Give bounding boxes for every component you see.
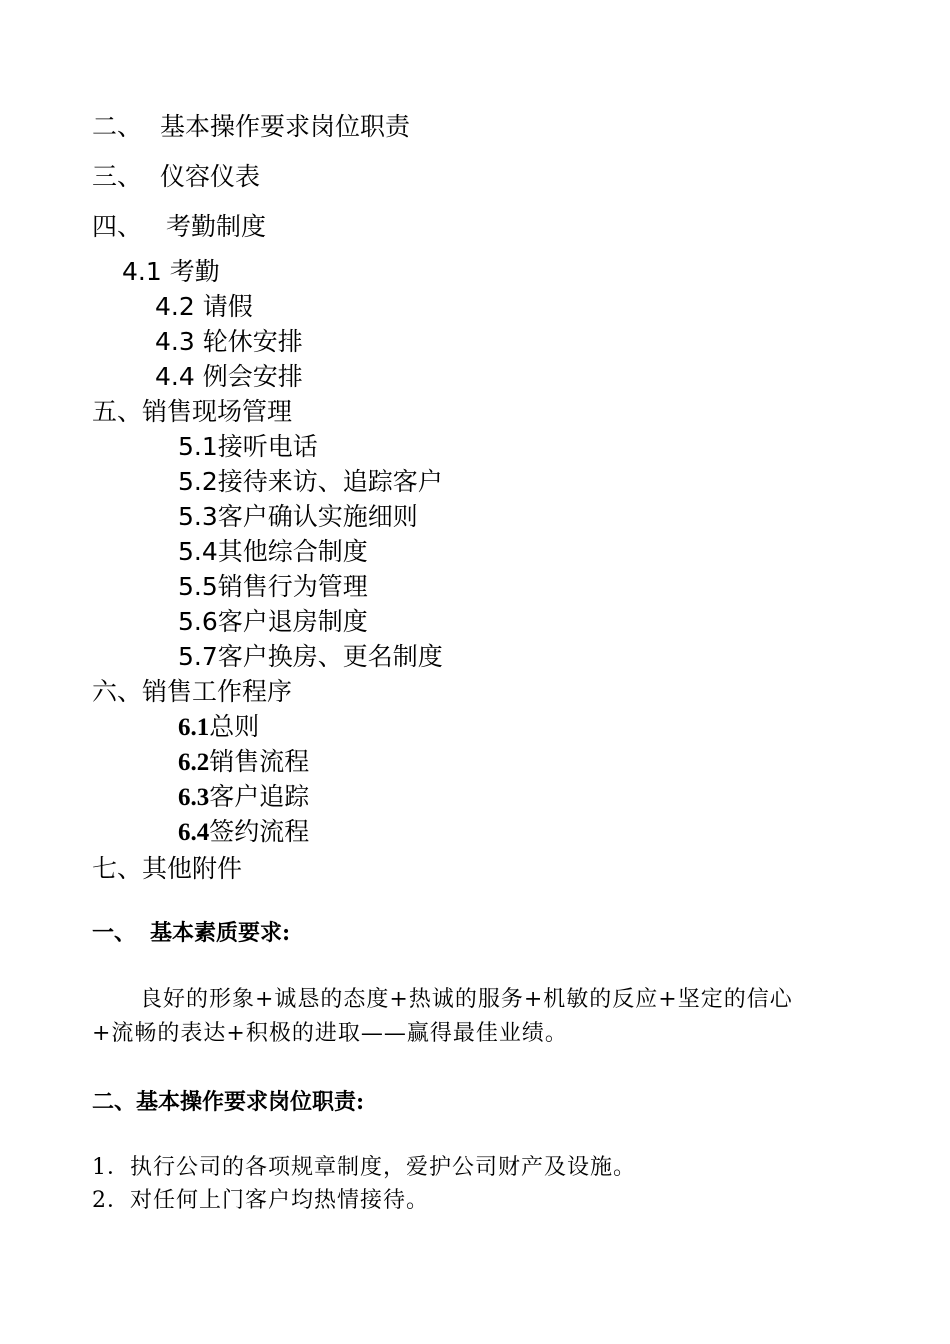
toc-sub-6-4-number: 6.4 [178,819,210,846]
toc-sub-6-2 [178,749,309,775]
toc-sub-6-3-title: 客户追踪 [209,782,310,811]
section-1-heading-title: 基本素质要求: [150,920,291,946]
toc-item-6: 六、销售工作程序 [92,677,293,706]
toc-item-3-number: 三、 [92,162,143,191]
toc-sub-4-1: 4.1 考勤 [122,257,220,286]
section-1-heading-number: 一、 [92,920,137,946]
toc-sub-6-2-number: 6.2 [178,749,210,776]
toc-sub-5-2: 5.2接待来访、追踪客户 [178,467,443,496]
toc-item-2 [92,114,410,139]
toc-item-7: 七、其他附件 [92,854,243,883]
section-2-item-2: 2．对任何上门客户均热情接待。 [92,1188,429,1213]
toc-item-4-title: 考勤制度 [166,212,267,241]
toc-sub-5-6: 5.6客户退房制度 [178,607,368,636]
toc-sub-5-7: 5.7客户换房、更名制度 [178,642,443,671]
toc-item-2-number: 二、 [92,112,143,141]
toc-item-4 [92,214,266,239]
toc-sub-5-4: 5.4其他综合制度 [178,537,368,566]
toc-sub-6-4-title: 签约流程 [209,817,310,846]
toc-sub-5-1: 5.1接听电话 [178,432,318,461]
toc-sub-5-5: 5.5销售行为管理 [178,572,368,601]
toc-item-2-title: 基本操作要求岗位职责 [160,112,411,141]
toc-item-3 [92,164,260,189]
toc-sub-6-2-title: 销售流程 [209,747,310,776]
toc-item-4-number: 四、 [92,212,143,241]
toc-sub-6-4 [178,819,309,845]
toc-sub-6-1-number: 6.1 [178,714,210,741]
toc-sub-4-4: 4.4 例会安排 [155,362,303,391]
section-1-heading [92,922,290,944]
toc-sub-4-3: 4.3 轮休安排 [155,327,303,356]
section-2-item-1: 1．执行公司的各项规章制度，爱护公司财产及设施。 [92,1155,636,1180]
section-1-paragraph-line-2: +流畅的表达+积极的进取——赢得最佳业绩。 [92,1021,568,1046]
toc-sub-6-1-title: 总则 [209,712,260,741]
toc-sub-6-1 [178,714,259,740]
section-1-paragraph-line-1: 良好的形象+诚恳的态度+热诚的服务+机敏的反应+坚定的信心 [140,987,793,1012]
toc-sub-5-3: 5.3客户确认实施细则 [178,502,418,531]
toc-item-5: 五、销售现场管理 [92,397,293,426]
toc-sub-6-3 [178,784,309,810]
toc-sub-4-2: 4.2 请假 [155,292,253,321]
toc-item-3-title: 仪容仪表 [160,162,261,191]
section-2-heading: 二、基本操作要求岗位职责: [92,1089,365,1115]
toc-sub-6-3-number: 6.3 [178,784,210,811]
